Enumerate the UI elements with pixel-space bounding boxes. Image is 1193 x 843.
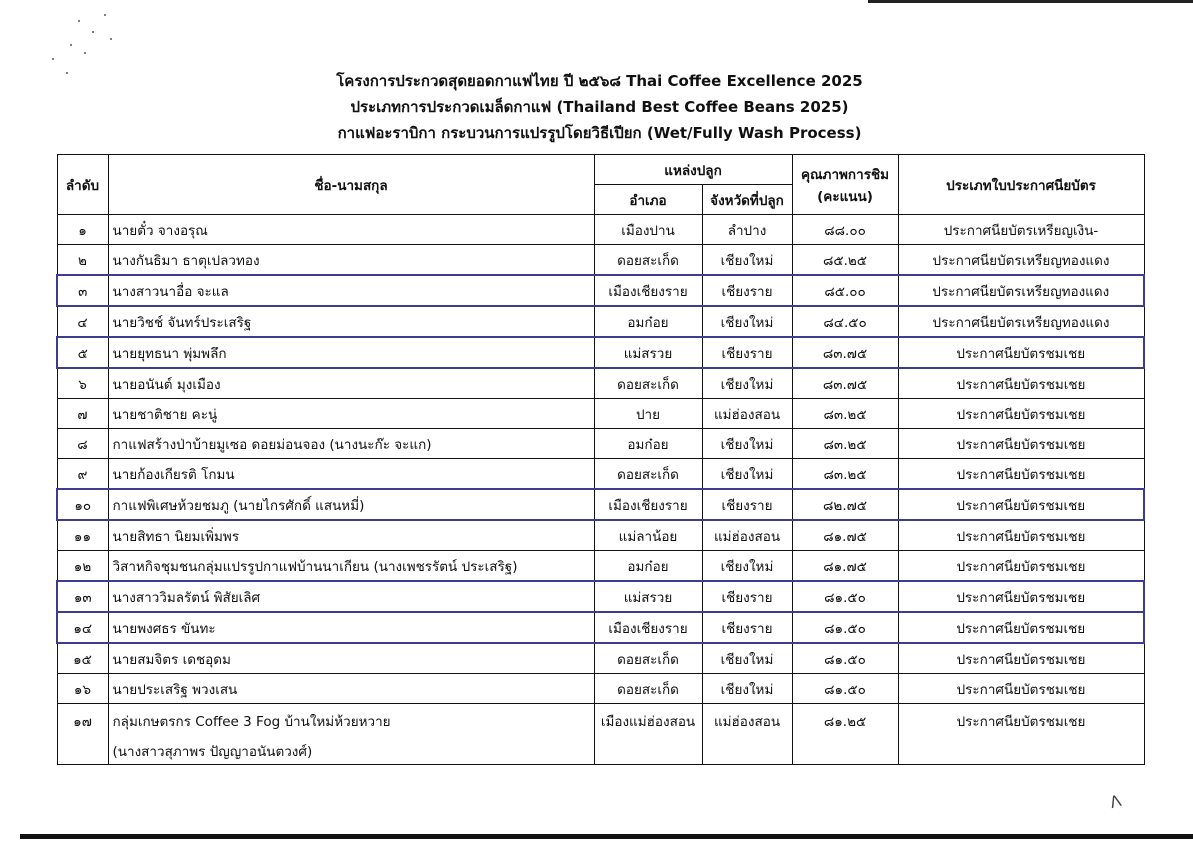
- district-cell: ดอยสะเก็ด: [594, 643, 702, 674]
- table-body: [57, 215, 1144, 765]
- table-row: [57, 245, 1144, 276]
- table-row: [57, 306, 1144, 337]
- certificate-cell: ประกาศนียบัตรเหรียญทองแดง: [898, 306, 1144, 337]
- results-table: [56, 154, 1145, 765]
- district-cell: ดอยสะเก็ด: [594, 674, 702, 704]
- rank-cell: ๒: [57, 245, 108, 276]
- table-row: [57, 429, 1144, 459]
- table-header: [57, 155, 1144, 215]
- province-cell: เชียงใหม่: [702, 459, 792, 490]
- table-row: [57, 337, 1144, 368]
- name-cell: นางสาววิมลรัตน์ พิสัยเลิศ: [108, 581, 594, 612]
- province-cell: เชียงใหม่: [702, 429, 792, 459]
- district-cell: ดอยสะเก็ด: [594, 368, 702, 399]
- score-cell: ๘๑.๕๐: [792, 612, 898, 643]
- bottom-edge-line: [20, 834, 1193, 839]
- rank-cell: ๑๕: [57, 643, 108, 674]
- rank-cell: ๑๑: [57, 520, 108, 551]
- column-header-origin: แหล่งปลูก: [594, 155, 792, 185]
- scan-speck: [110, 38, 112, 40]
- pen-mark: ᐱ: [1107, 790, 1124, 813]
- certificate-cell: ประกาศนียบัตรชมเชย: [898, 643, 1144, 674]
- province-cell: เชียงใหม่: [702, 674, 792, 704]
- name-line1: กลุ่มเกษตรกร Coffee 3 Fog บ้านใหม่ห้วยหวาย: [112, 714, 391, 730]
- column-header-certificate: ประเภทใบประกาศนียบัตร: [898, 155, 1144, 215]
- table-row: [57, 551, 1144, 582]
- certificate-cell: ประกาศนียบัตรชมเชย: [898, 704, 1144, 765]
- rank-cell: ๑๖: [57, 674, 108, 704]
- rank-cell: ๖: [57, 368, 108, 399]
- district-cell: เมืองแม่ฮ่องสอน: [594, 704, 702, 765]
- district-cell: แม่สรวย: [594, 581, 702, 612]
- table-row: [57, 704, 1144, 765]
- province-cell: เชียงใหม่: [702, 306, 792, 337]
- district-cell: ดอยสะเก็ด: [594, 245, 702, 276]
- top-edge-line: [868, 0, 1193, 3]
- certificate-cell: ประกาศนียบัตรชมเชย: [898, 429, 1144, 459]
- province-cell: แม่ฮ่องสอน: [702, 399, 792, 429]
- table-row: [57, 643, 1144, 674]
- district-cell: เมืองเชียงราย: [594, 489, 702, 520]
- district-cell: เมืองเชียงราย: [594, 275, 702, 306]
- name-cell: นางกันธิมา ธาตุเปลวทอง: [108, 245, 594, 276]
- certificate-cell: ประกาศนียบัตรชมเชย: [898, 399, 1144, 429]
- rank-cell: ๕: [57, 337, 108, 368]
- scan-speck: [104, 14, 106, 16]
- certificate-cell: ประกาศนียบัตรชมเชย: [898, 520, 1144, 551]
- score-cell: ๘๑.๕๐: [792, 643, 898, 674]
- column-header-province: จังหวัดที่ปลูก: [702, 185, 792, 215]
- certificate-cell: ประกาศนียบัตรชมเชย: [898, 612, 1144, 643]
- table-row: [57, 520, 1144, 551]
- name-cell: นายสิทธา นิยมเพิ่มพร: [108, 520, 594, 551]
- score-cell: ๘๓.๒๕: [792, 399, 898, 429]
- name-cell: นายประเสริฐ พวงเสน: [108, 674, 594, 704]
- table-row: [57, 275, 1144, 306]
- name-cell: นางสาวนาอื่อ จะแล: [108, 275, 594, 306]
- rank-cell: ๔: [57, 306, 108, 337]
- name-cell: กาแฟพิเศษห้วยชมภู (นายไกรศักดิ์ แสนหมี่): [108, 489, 594, 520]
- certificate-cell: ประกาศนียบัตรชมเชย: [898, 551, 1144, 582]
- column-header-rank: ลำดับ: [57, 155, 108, 215]
- score-cell: ๘๑.๕๐: [792, 674, 898, 704]
- district-cell: ปาย: [594, 399, 702, 429]
- name-cell: นายสมจิตร เดชอุดม: [108, 643, 594, 674]
- table-row: [57, 459, 1144, 490]
- name-cell: นายชาติชาย คะนู่: [108, 399, 594, 429]
- certificate-cell: ประกาศนียบัตรเหรียญทองแดง: [898, 275, 1144, 306]
- rank-cell: ๑: [57, 215, 108, 245]
- header-category: ประเภทการประกวดเมล็ดกาแฟ (Thailand Best Coffee Beans 2025): [350, 98, 849, 116]
- name-cell: นายอนันต์ มุงเมือง: [108, 368, 594, 399]
- score-cell: ๘๑.๗๕: [792, 551, 898, 582]
- score-cell: ๘๕.๒๕: [792, 245, 898, 276]
- header-title: โครงการประกวดสุดยอดกาแฟไทย ปี ๒๕๖๘ Thai Coffee Excellence 2025: [336, 72, 863, 90]
- rank-cell: ๑๐: [57, 489, 108, 520]
- score-cell: ๘๓.๗๕: [792, 337, 898, 368]
- district-cell: อมก๋อย: [594, 306, 702, 337]
- certificate-cell: ประกาศนียบัตรเหรียญทองแดง: [898, 245, 1144, 276]
- score-cell: ๘๒.๗๕: [792, 489, 898, 520]
- district-cell: เมืองปาน: [594, 215, 702, 245]
- province-cell: เชียงราย: [702, 337, 792, 368]
- certificate-cell: ประกาศนียบัตรชมเชย: [898, 459, 1144, 490]
- score-cell: ๘๑.๕๐: [792, 581, 898, 612]
- name-cell: นายวิชช์ จันทร์ประเสริฐ: [108, 306, 594, 337]
- table-row: [57, 581, 1144, 612]
- rank-cell: ๙: [57, 459, 108, 490]
- district-cell: อมก๋อย: [594, 551, 702, 582]
- rank-cell: ๗: [57, 399, 108, 429]
- province-cell: เชียงราย: [702, 581, 792, 612]
- province-cell: เชียงใหม่: [702, 368, 792, 399]
- name-line2: (นางสาวสุภาพร ปัญญาอนันตวงศ์): [112, 744, 313, 760]
- table-row: [57, 612, 1144, 643]
- score-cell: ๘๔.๕๐: [792, 306, 898, 337]
- province-cell: เชียงใหม่: [702, 551, 792, 582]
- name-cell: [108, 704, 594, 765]
- scan-speck: [52, 58, 54, 60]
- certificate-cell: ประกาศนียบัตรชมเชย: [898, 337, 1144, 368]
- name-cell: กาแฟสร้างป่าบ้ายมูเซอ ดอยม่อนจอง (นางนะก๊ะ จะแก): [108, 429, 594, 459]
- rank-cell: ๑๒: [57, 551, 108, 582]
- district-cell: แม่สรวย: [594, 337, 702, 368]
- certificate-cell: ประกาศนียบัตรชมเชย: [898, 368, 1144, 399]
- certificate-cell: ประกาศนียบัตรชมเชย: [898, 581, 1144, 612]
- table-row: [57, 489, 1144, 520]
- column-header-district: อำเภอ: [594, 185, 702, 215]
- province-cell: แม่ฮ่องสอน: [702, 704, 792, 765]
- rank-cell: ๘: [57, 429, 108, 459]
- score-cell: ๘๑.๒๕: [792, 704, 898, 765]
- table-row: [57, 399, 1144, 429]
- name-cell: นายพงศธร ขันทะ: [108, 612, 594, 643]
- score-header-line1: คุณภาพการชิม: [801, 166, 890, 183]
- rank-cell: ๓: [57, 275, 108, 306]
- score-header-line2: (คะแนน): [817, 188, 873, 205]
- rank-cell: ๑๔: [57, 612, 108, 643]
- certificate-cell: ประกาศนียบัตรเหรียญเงิน-: [898, 215, 1144, 245]
- province-cell: ลำปาง: [702, 215, 792, 245]
- scan-speck: [70, 44, 72, 46]
- province-cell: เชียงราย: [702, 275, 792, 306]
- province-cell: เชียงราย: [702, 612, 792, 643]
- district-cell: เมืองเชียงราย: [594, 612, 702, 643]
- header-process: กาแฟอะราบิกา กระบวนการแปรรูปโดยวิธีเปียก (Wet/Fully Wash Process): [337, 124, 862, 142]
- province-cell: เชียงใหม่: [702, 643, 792, 674]
- rank-cell: ๑๗: [57, 704, 108, 765]
- document-header: [0, 68, 1193, 146]
- district-cell: ดอยสะเก็ด: [594, 459, 702, 490]
- scan-speck: [84, 52, 86, 54]
- certificate-cell: ประกาศนียบัตรชมเชย: [898, 489, 1144, 520]
- province-cell: แม่ฮ่องสอน: [702, 520, 792, 551]
- score-cell: ๘๓.๒๕: [792, 459, 898, 490]
- score-cell: ๘๓.๗๕: [792, 368, 898, 399]
- table-row: [57, 215, 1144, 245]
- district-cell: อมก๋อย: [594, 429, 702, 459]
- scan-speck: [92, 31, 94, 33]
- name-cell: นายตั๋ว จางอรุณ: [108, 215, 594, 245]
- score-cell: ๘๓.๒๕: [792, 429, 898, 459]
- province-cell: เชียงราย: [702, 489, 792, 520]
- score-cell: ๘๑.๗๕: [792, 520, 898, 551]
- table-row: [57, 368, 1144, 399]
- rank-cell: ๑๓: [57, 581, 108, 612]
- name-cell: วิสาหกิจชุมชนกลุ่มแปรรูปกาแฟบ้านนาเกียน (นางเพชรรัตน์ ประเสริฐ): [108, 551, 594, 582]
- column-header-name: ชื่อ-นามสกุล: [108, 155, 594, 215]
- name-cell: นายก้องเกียรติ โกมน: [108, 459, 594, 490]
- name-cell: นายยุทธนา พุ่มพลึก: [108, 337, 594, 368]
- certificate-cell: ประกาศนียบัตรชมเชย: [898, 674, 1144, 704]
- score-cell: ๘๘.๐๐: [792, 215, 898, 245]
- province-cell: เชียงใหม่: [702, 245, 792, 276]
- score-cell: ๘๕.๐๐: [792, 275, 898, 306]
- column-header-score: [792, 155, 898, 215]
- scan-speck: [78, 20, 80, 22]
- district-cell: แม่ลาน้อย: [594, 520, 702, 551]
- table-row: [57, 674, 1144, 704]
